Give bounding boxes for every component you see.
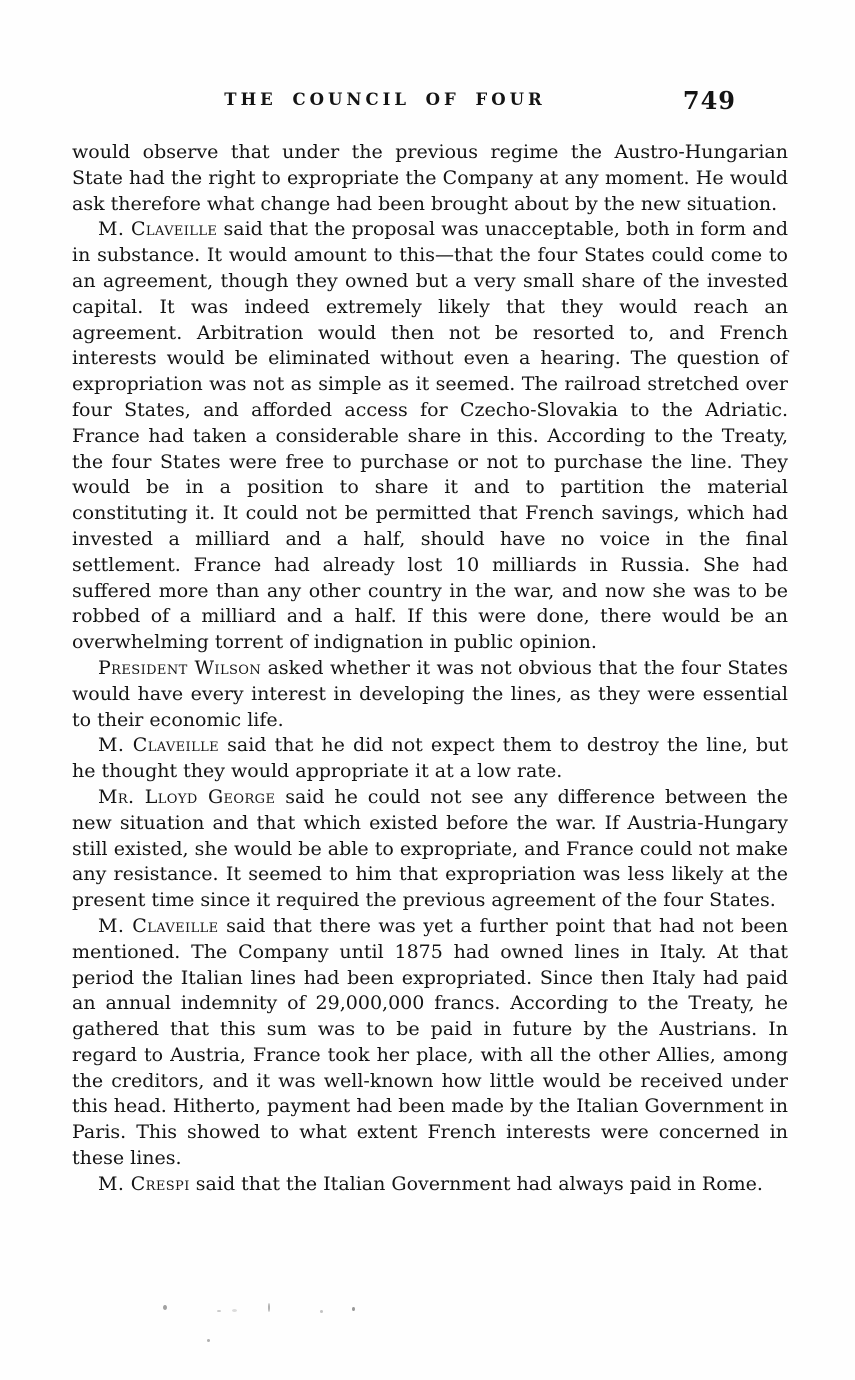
speaker-name: Mr. Lloyd George: [98, 785, 276, 808]
paragraph: would observe that under the previous regime the Austro-Hungarian State had the right to expropriate the Company at any moment. He would ask therefore what change had been brought about by the new situation.: [72, 141, 788, 215]
paragraph: M. Claveille said that he did not expect them to destroy the line, but he thought they would appropriate it at a low rate.: [72, 734, 789, 783]
type-area: [72, 86, 788, 1198]
scan-speck: [163, 1305, 167, 1310]
scan-speck: [320, 1310, 323, 1313]
speaker-name: President Wilson: [98, 656, 262, 679]
scan-speck: [217, 1310, 221, 1312]
running-head-title: THE COUNCIL OF FOUR: [224, 90, 546, 109]
paragraph: President Wilson asked whether it was not obvious that the four States would have every interest in developing the lines, as they were essential to their economic life.: [72, 656, 788, 731]
page-number: 749: [682, 86, 736, 115]
scan-speck: [232, 1309, 237, 1312]
running-head: [72, 86, 788, 120]
scan-speck: [268, 1303, 270, 1312]
scan-speck: [207, 1339, 210, 1342]
speaker-name: M. Claveille: [98, 218, 218, 241]
speaker-name: M. Crespi: [98, 1172, 190, 1195]
paragraph: M. Claveille said that the proposal was unacceptable, both in form and in substance. It would amount to this—that the four States could come to an agreement, though they owned but a very small share of the invested capital. It was indeed extremely likely that they would reach an agreement. Arbitration would then not be resorted to, and French interests would be eliminated without even a hearing. The question of expropriation was not as simple as it seemed. The railroad stretched over four States, and afforded access for Czecho-Slovakia to the Adriatic. France had taken a considerable share in this. According to the Treaty, the four States were free to purchase or not to purchase the line. They would be in a position to share it and to partition the material constituting it. It could not be permitted that French savings, which had invested a milliard and a half, should have no voice in the final settlement. France had already lost 10 milliards in Russia. She had suffered more than any other country in the war, and now she was to be robbed of a milliard and a half. If this were done, there would be an overwhelming torrent of indignation in public opinion.: [72, 218, 789, 654]
paragraph: M. Claveille said that there was yet a further point that had not been mentioned. The Company until 1875 had owned lines in Italy. At that period the Italian lines had been expropriated. Since then Italy had paid an annual indemnity of 29,000,000 francs. According to the Treaty, he gathered that this sum was to be paid in future by the Austrians. In regard to Austria, France took her place, with all the other Allies, among the creditors, and it was well-known how little would be received under this head. Hitherto, payment had been made by the Italian Government in Paris. This showed to what extent French interests were concerned in these lines.: [72, 914, 789, 1170]
scan-speck: [352, 1307, 355, 1311]
paragraph: M. Crespi said that the Italian Government had always paid in Rome.: [98, 1172, 763, 1195]
page-body: [72, 140, 788, 1198]
speaker-name: M. Claveille: [98, 734, 220, 757]
paragraph: Mr. Lloyd George said he could not see any difference between the new situation and that which existed before the war. If Austria-Hungary still existed, she would be able to expropriate, and France could not make any resistance. It seemed to him that expropriation was less likely at the present time since it required the previous agreement of the four States.: [72, 785, 788, 912]
speaker-name: M. Claveille: [98, 914, 219, 937]
